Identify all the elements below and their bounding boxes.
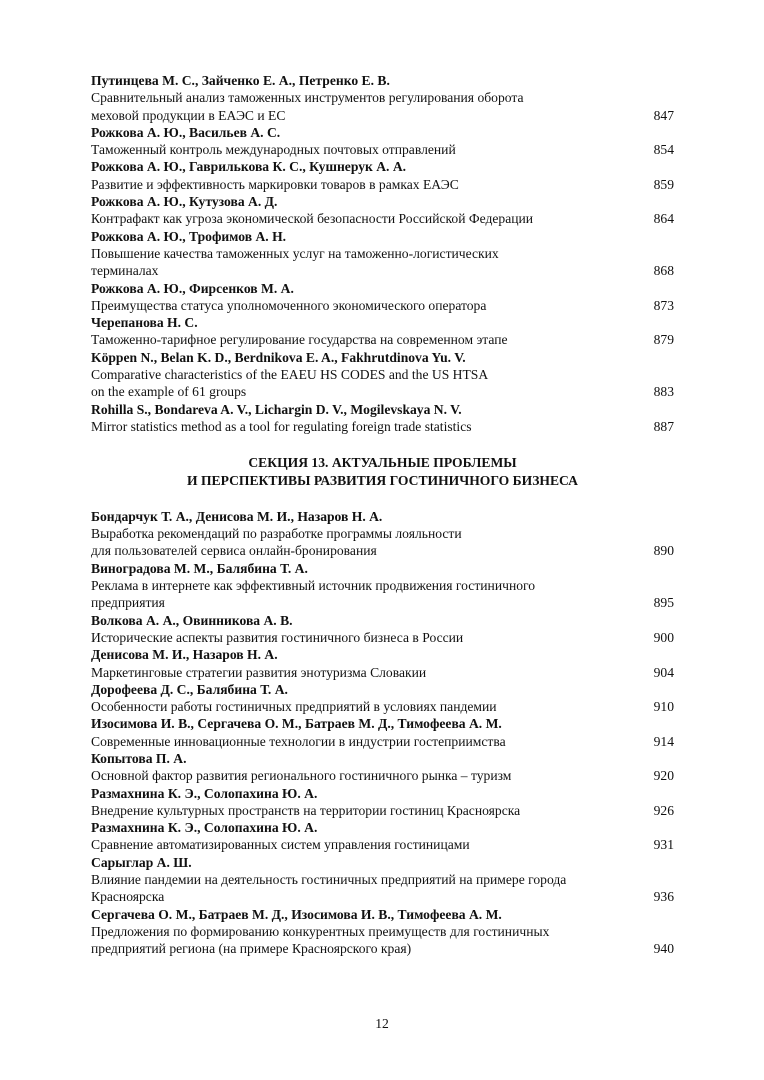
toc-entry [91, 508, 674, 560]
toc-entry [91, 401, 674, 436]
toc-entry-title-text: для пользователей сервиса онлайн-бронирования [91, 543, 377, 559]
toc-entry [91, 72, 674, 124]
toc-entry-authors: Rohilla S., Bondareva A. V., Lichargin D. V., Mogilevskaya N. V. [91, 401, 462, 417]
toc-entry-title-line [91, 836, 674, 853]
toc-entry-page-number: 931 [653, 837, 674, 853]
toc-entry-authors: Рожкова А. Ю., Гаврилькова К. С., Кушнерук А. А. [91, 159, 407, 175]
toc-entry-title-line [91, 594, 674, 611]
toc-entry-title-line [91, 923, 674, 940]
toc-entry-page-number: 940 [653, 941, 674, 957]
section-heading-line-1: СЕКЦИЯ 13. АКТУАЛЬНЫЕ ПРОБЛЕМЫ [248, 455, 517, 471]
toc-entry [91, 280, 674, 315]
toc-entry-page-number: 883 [653, 384, 674, 400]
toc-entry-page-number: 920 [653, 768, 674, 784]
toc-entry [91, 715, 674, 750]
toc-entry-authors: Сергачева О. М., Батраев М. Д., Изосимова И. В., Тимофеева А. М. [91, 906, 502, 922]
toc-entry-title-text: Особенности работы гостиничных предприятий в условиях пандемии [91, 699, 497, 715]
toc-entry-title-text: Выработка рекомендаций по разработке программы лояльности [91, 526, 462, 542]
toc-entry-authors: Размахнина К. Э., Солопахина Ю. А. [91, 785, 318, 801]
toc-entry [91, 819, 674, 854]
toc-entry-authors: Дорофеева Д. С., Балябина Т. А. [91, 681, 288, 697]
toc-entry-page-number: 859 [653, 176, 674, 192]
toc-entry-page-number: 910 [653, 699, 674, 715]
toc-entry-title-text: Реклама в интернете как эффективный источник продвижения гостиничного [91, 578, 536, 594]
toc-entry-title-line [91, 767, 674, 784]
toc-entry-title-text: Mirror statistics method as a tool for regulating foreign trade statistics [91, 418, 472, 434]
toc-entry-page-number: 879 [653, 332, 674, 348]
toc-entry [91, 158, 674, 193]
toc-entry-page-number: 914 [653, 733, 674, 749]
toc-entry-title-text: Преимущества статуса уполномоченного экономического оператора [91, 297, 487, 313]
toc-entry-authors: Копытова П. А. [91, 750, 187, 766]
toc-entry-title-line [91, 542, 674, 559]
toc-entry [91, 124, 674, 159]
toc-entry-authors: Köppen N., Belan K. D., Berdnikova E. A., Fakhrutdinova Yu. V. [91, 349, 466, 365]
toc-entry-title-text: Развитие и эффективность маркировки товаров в рамках ЕАЭС [91, 176, 459, 192]
toc-entry-authors: Рожкова А. Ю., Фирсенков М. А. [91, 280, 294, 296]
page-number-footer: 12 [375, 1016, 389, 1031]
toc-entry [91, 906, 674, 958]
section-heading-line-2: И ПЕРСПЕКТИВЫ РАЗВИТИЯ ГОСТИНИЧНОГО БИЗНЕСА [187, 472, 578, 488]
toc-entry-title-text: Основной фактор развития регионального гостиничного рынка – туризм [91, 768, 512, 784]
toc-entry-title-text: предприятий региона (на примере Красноярского края) [91, 941, 412, 957]
toc-entry-title-text: Внедрение культурных пространств на территории гостиниц Красноярска [91, 802, 521, 818]
toc-entry-title-text: Красноярска [91, 889, 165, 905]
toc-entry-authors: Изосимова И. В., Сергачева О. М., Батраев М. Д., Тимофеева А. М. [91, 716, 502, 732]
toc-entry-title-text: Сравнение автоматизированных систем управления гостиницами [91, 837, 470, 853]
toc-entry-title-line [91, 89, 674, 106]
toc-entry-title-text: Современные инновационные технологии в индустрии гостеприимства [91, 733, 506, 749]
toc-entry-title-text: Предложения по формированию конкурентных преимуществ для гостиничных [91, 923, 550, 939]
toc-entry-page-number: 847 [653, 107, 674, 123]
toc-entry-title-text: предприятия [91, 595, 165, 611]
toc-entry [91, 646, 674, 681]
toc-entry [91, 785, 674, 820]
toc-entry [91, 612, 674, 647]
toc-entry [91, 314, 674, 349]
toc-entry-title-line [91, 871, 674, 888]
toc-entry-title-line [91, 331, 674, 348]
toc-entry-title-text: Таможенно-тарифное регулирование государства на современном этапе [91, 332, 508, 348]
toc-entry-title-text: Контрафакт как угроза экономической безопасности Российской Федерации [91, 211, 534, 227]
toc-entry-authors: Размахнина К. Э., Солопахина Ю. А. [91, 820, 318, 836]
toc-entry-title-text: Влияние пандемии на деятельность гостиничных предприятий на примере города [91, 872, 567, 888]
toc-entry [91, 193, 674, 228]
toc-entry-authors: Денисова М. И., Назаров Н. А. [91, 647, 278, 663]
toc-entry-page-number: 887 [653, 418, 674, 434]
toc-entry [91, 681, 674, 716]
toc-entry-title-line [91, 141, 674, 158]
toc-group-section-13 [91, 508, 674, 958]
toc-entry-title-line [91, 888, 674, 905]
toc-entry-page-number: 854 [653, 142, 674, 158]
toc-entry-title-line [91, 418, 674, 435]
toc-entry-title-line [91, 940, 674, 957]
toc-entry-title-line [91, 262, 674, 279]
toc-entry-title-text: меховой продукции в ЕАЭС и ЕС [91, 107, 286, 123]
toc-entry-title-line [91, 577, 674, 594]
toc-entry-title-line [91, 664, 674, 681]
toc-entry-title-line [91, 525, 674, 542]
toc-entry-title-text: терминалах [91, 263, 159, 279]
toc-entry-title-text: Сравнительный анализ таможенных инструментов регулирования оборота [91, 90, 524, 106]
toc-entry-page-number: 904 [653, 664, 674, 680]
toc-entry-authors: Путинцева М. С., Зайченко Е. А., Петренко Е. В. [91, 73, 390, 88]
toc-entry-page-number: 890 [653, 543, 674, 559]
toc-entry-title-text: Повышение качества таможенных услуг на таможенно-логистических [91, 245, 499, 261]
toc-entry-authors: Рожкова А. Ю., Трофимов А. Н. [91, 228, 287, 244]
toc-entry-page-number: 936 [653, 889, 674, 905]
toc-entry-page-number: 873 [653, 297, 674, 313]
toc-entry-title-line [91, 210, 674, 227]
toc-entry-title-line [91, 383, 674, 400]
toc-entry-authors: Волкова А. А., Овинникова А. В. [91, 612, 293, 628]
toc-entry-title-text: Маркетинговые стратегии развития энотуризма Словакии [91, 664, 427, 680]
toc-group-section-12 [91, 72, 674, 435]
toc-entry-authors: Бондарчук Т. А., Денисова М. И., Назаров Н. А. [91, 508, 383, 524]
section-heading [91, 454, 674, 489]
toc-entry-page-number: 926 [653, 802, 674, 818]
toc-entry-title-line [91, 802, 674, 819]
toc-entry [91, 560, 674, 612]
table-of-contents [91, 72, 674, 958]
toc-entry-title-text: Исторические аспекты развития гостиничного бизнеса в России [91, 629, 464, 645]
toc-entry [91, 854, 674, 906]
toc-entry-title-line [91, 629, 674, 646]
toc-entry-authors: Черепанова Н. С. [91, 315, 198, 331]
toc-entry-title-text: Comparative characteristics of the EAEU HS CODES and the US HTSA [91, 367, 489, 383]
toc-entry [91, 750, 674, 785]
toc-entry [91, 349, 674, 401]
toc-entry-page-number: 868 [653, 263, 674, 279]
toc-entry [91, 228, 674, 280]
toc-entry-authors: Рожкова А. Ю., Кутузова А. Д. [91, 194, 278, 210]
toc-entry-authors: Сарыглар А. Ш. [91, 854, 192, 870]
toc-entry-page-number: 900 [653, 629, 674, 645]
toc-entry-title-line [91, 733, 674, 750]
toc-entry-page-number: 895 [653, 595, 674, 611]
toc-entry-authors: Рожкова А. Ю., Васильев А. С. [91, 124, 281, 140]
toc-entry-page-number: 864 [653, 211, 674, 227]
toc-entry-title-line [91, 297, 674, 314]
toc-entry-title-text: Таможенный контроль международных почтовых отправлений [91, 142, 456, 158]
toc-entry-title-line [91, 698, 674, 715]
toc-entry-title-line [91, 245, 674, 262]
toc-entry-title-line [91, 107, 674, 124]
toc-entry-authors: Виноградова М. М., Балябина Т. А. [91, 560, 308, 576]
toc-entry-title-line [91, 176, 674, 193]
toc-entry-title-line [91, 366, 674, 383]
toc-entry-title-text: on the example of 61 groups [91, 384, 247, 400]
